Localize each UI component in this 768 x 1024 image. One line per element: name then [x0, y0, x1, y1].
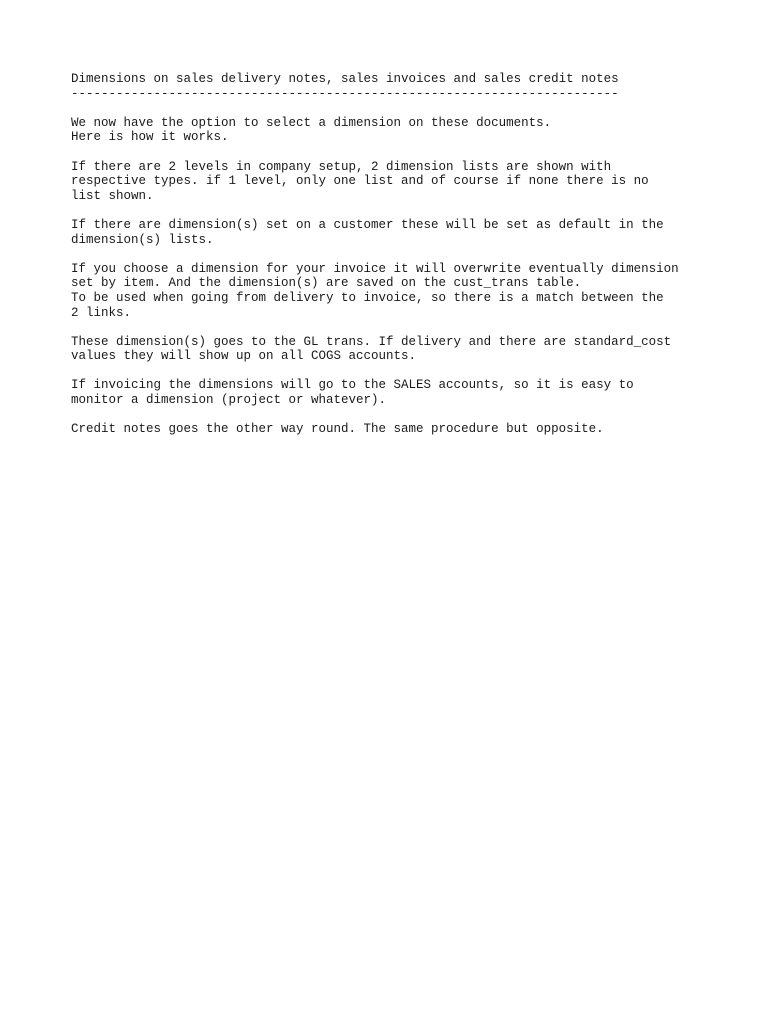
paragraph-gl-trans — [71, 335, 751, 364]
paragraph-line: list shown. — [71, 188, 154, 203]
paragraph-line: To be used when going from delivery to invoice, so there is a match between the — [71, 290, 664, 305]
paragraph-line: dimension(s) lists. — [71, 232, 214, 247]
paragraph-line: Credit notes goes the other way round. The same procedure but opposite. — [71, 422, 604, 437]
paragraph-line: Here is how it works. — [71, 130, 229, 145]
paragraph-invoice-overwrite — [71, 262, 751, 320]
document-title: Dimensions on sales delivery notes, sales invoices and sales credit notes — [71, 72, 619, 86]
paragraph-line: monitor a dimension (project or whatever). — [71, 393, 387, 408]
paragraph-line: If there are dimension(s) set on a customer these will be set as default in the — [71, 217, 664, 232]
paragraph-line: respective types. if 1 level, only one list and of course if none there is no — [71, 174, 649, 189]
paragraph-line: These dimension(s) goes to the GL trans. If delivery and there are standard_cost — [71, 334, 672, 349]
paragraph-sales-accounts — [71, 378, 751, 407]
paragraph-line: We now have the option to select a dimension on these documents. — [71, 115, 552, 130]
paragraph-line: If there are 2 levels in company setup, 2 dimension lists are shown with — [71, 159, 612, 174]
title-underline: ------------------------------------------------------------------------- — [71, 86, 619, 101]
paragraph-line: If invoicing the dimensions will go to the SALES accounts, so it is easy to — [71, 378, 634, 393]
paragraph-line: values they will show up on all COGS accounts. — [71, 349, 417, 364]
paragraph-levels — [71, 160, 751, 204]
title-block — [71, 72, 751, 101]
paragraph-line: set by item. And the dimension(s) are saved on the cust_trans table. — [71, 276, 582, 291]
paragraph-intro — [71, 116, 751, 145]
paragraph-line: If you choose a dimension for your invoice it will overwrite eventually dimension — [71, 261, 679, 276]
document-body — [71, 72, 751, 451]
paragraph-line: 2 links. — [71, 305, 132, 320]
paragraph-credit-notes — [71, 422, 751, 437]
paragraph-customer-default — [71, 218, 751, 247]
